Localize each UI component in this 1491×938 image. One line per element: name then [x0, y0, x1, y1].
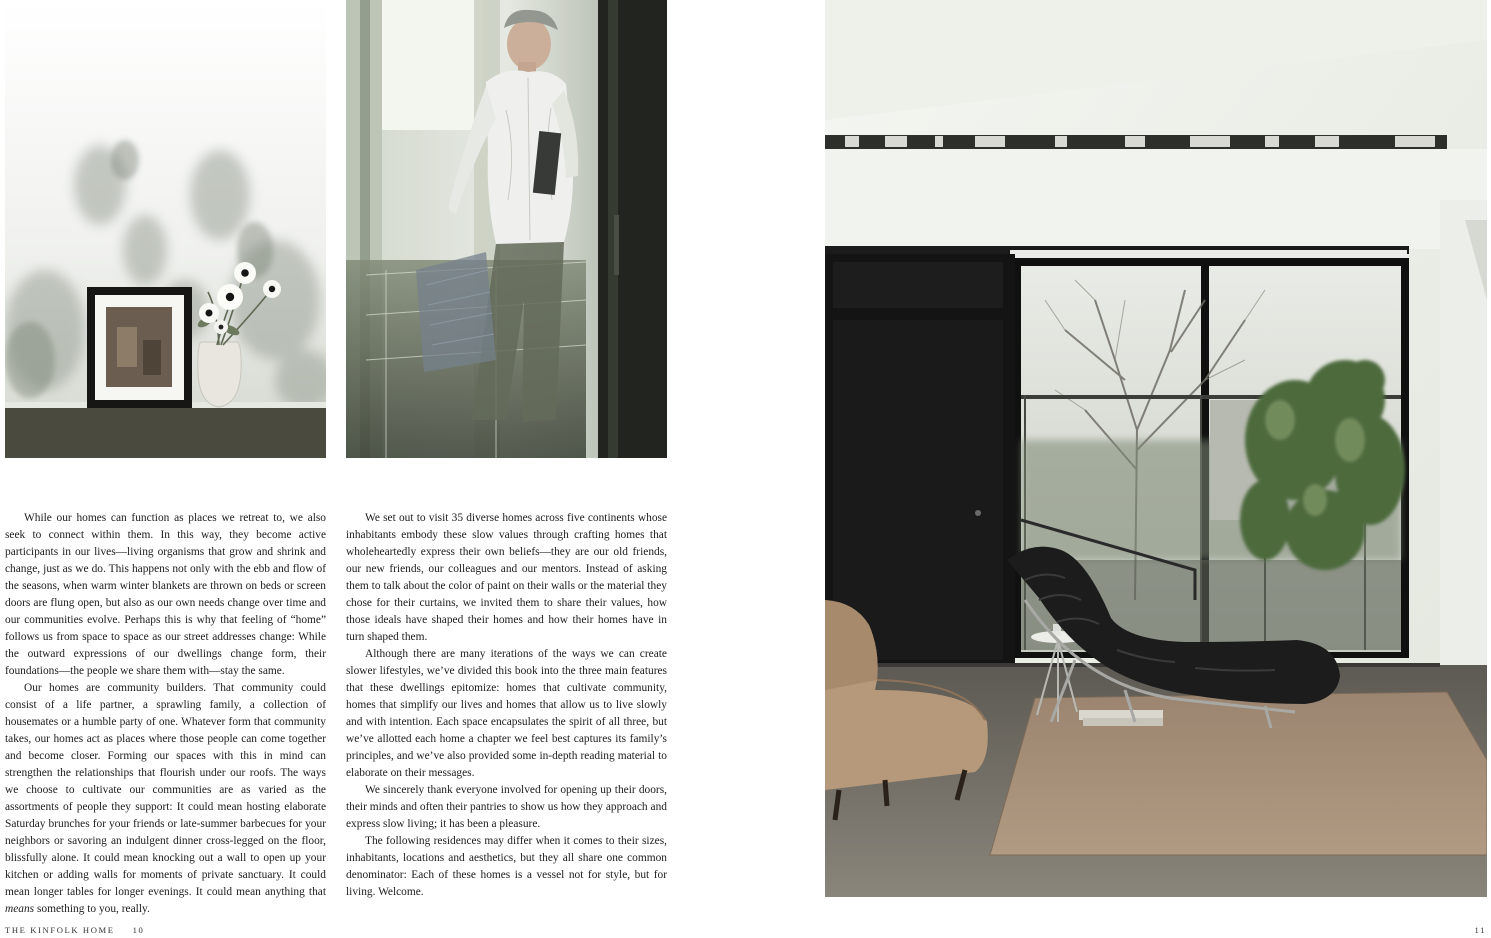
page-number-left: 10 — [132, 925, 145, 935]
text-column-right — [346, 510, 667, 901]
paragraph-thanks: We sincerely thank everyone involved for opening up their doors, their minds and often their pantries to show us how they approach and express slow living; it has been a pleasure. — [346, 784, 667, 830]
photo-still-life — [5, 0, 326, 458]
page-number-right: 11 — [1474, 925, 1486, 935]
paragraph-community-end: something to you, really. — [34, 903, 150, 915]
emphasis-means: means — [5, 903, 35, 915]
paragraph-community — [5, 680, 326, 918]
photo-man-walking-home — [346, 0, 667, 458]
paragraph-iterations: Although there are many iterations of the ways we can create slower lifestyles, we’ve divided this book into the three main features that these dwellings epitomize: homes that cultivate community, homes that simplify our lives and homes that allow us to live slowly and with intention. Each space encapsulates the spirit of all three, but we’ve allotted each home a chapter we feel best captures its family’s principles, and we’ve also provided some in-depth reading material to elaborate on their messages. — [346, 648, 667, 779]
paragraph-intro: While our homes can function as places we retreat to, we also seek to connect within them. In this way, they become active participants in our lives—living organisms that grow and shrink and change, just as we do. This happens not only with the ebb and flow of the seasons, when warm winter blankets are thrown on beds or screen doors are flung open, but also as our own needs change over time and our communities evolve. Perhaps this is why that feeling of “home” follows us from space to space as our street addresses change: While the outward expressions of our dwellings change form, their foundations—the people we share them with—stay the same. — [5, 512, 326, 677]
running-title: THE KINFOLK HOME — [5, 925, 115, 935]
folio-left — [5, 925, 144, 935]
photo-loft-interior — [825, 0, 1487, 897]
folio-right — [1475, 925, 1486, 935]
paragraph-community-text: Our homes are community builders. That community could consist of a life partner, a sprawling family, a collection of housemates or a humble party of one. Whatever form that community takes, our homes act as places where those people can come together and become closer. Forming our spaces with this in mind can strengthen the relationships that flourish under our roofs. The ways we choose to cultivate our communities are as varied as the assortments of people they support: It could mean hosting elaborate Saturday brunches for your friends or late-summer barbecues for your neighbors or savoring an indulgent dinner cross-legged on the floor, blissfully alone. It could mean knocking out a wall to open up your kitchen or adding walls for moments of private sanctuary. It could mean longer tables for longer evenings. It could mean anything that — [5, 682, 326, 898]
paragraph-residences: The following residences may differ when it comes to their sizes, inhabitants, locations and aesthetics, but they all share one common denominator: Each of these homes is a vessel not for style, but for living. Welcome. — [346, 835, 667, 898]
text-column-left — [5, 510, 326, 918]
paragraph-visits: We set out to visit 35 diverse homes across five continents whose inhabitants embody these slow values through crafting homes that wholeheartedly express their own beliefs—they are our old friends, our new friends, our colleagues and our mentors. Instead of asking them to talk about the color of paint on their walls or the material they chose for their curtains, we invited them to share their values, how those ideals have shaped their homes and how their homes have in turn shaped them. — [346, 512, 667, 643]
